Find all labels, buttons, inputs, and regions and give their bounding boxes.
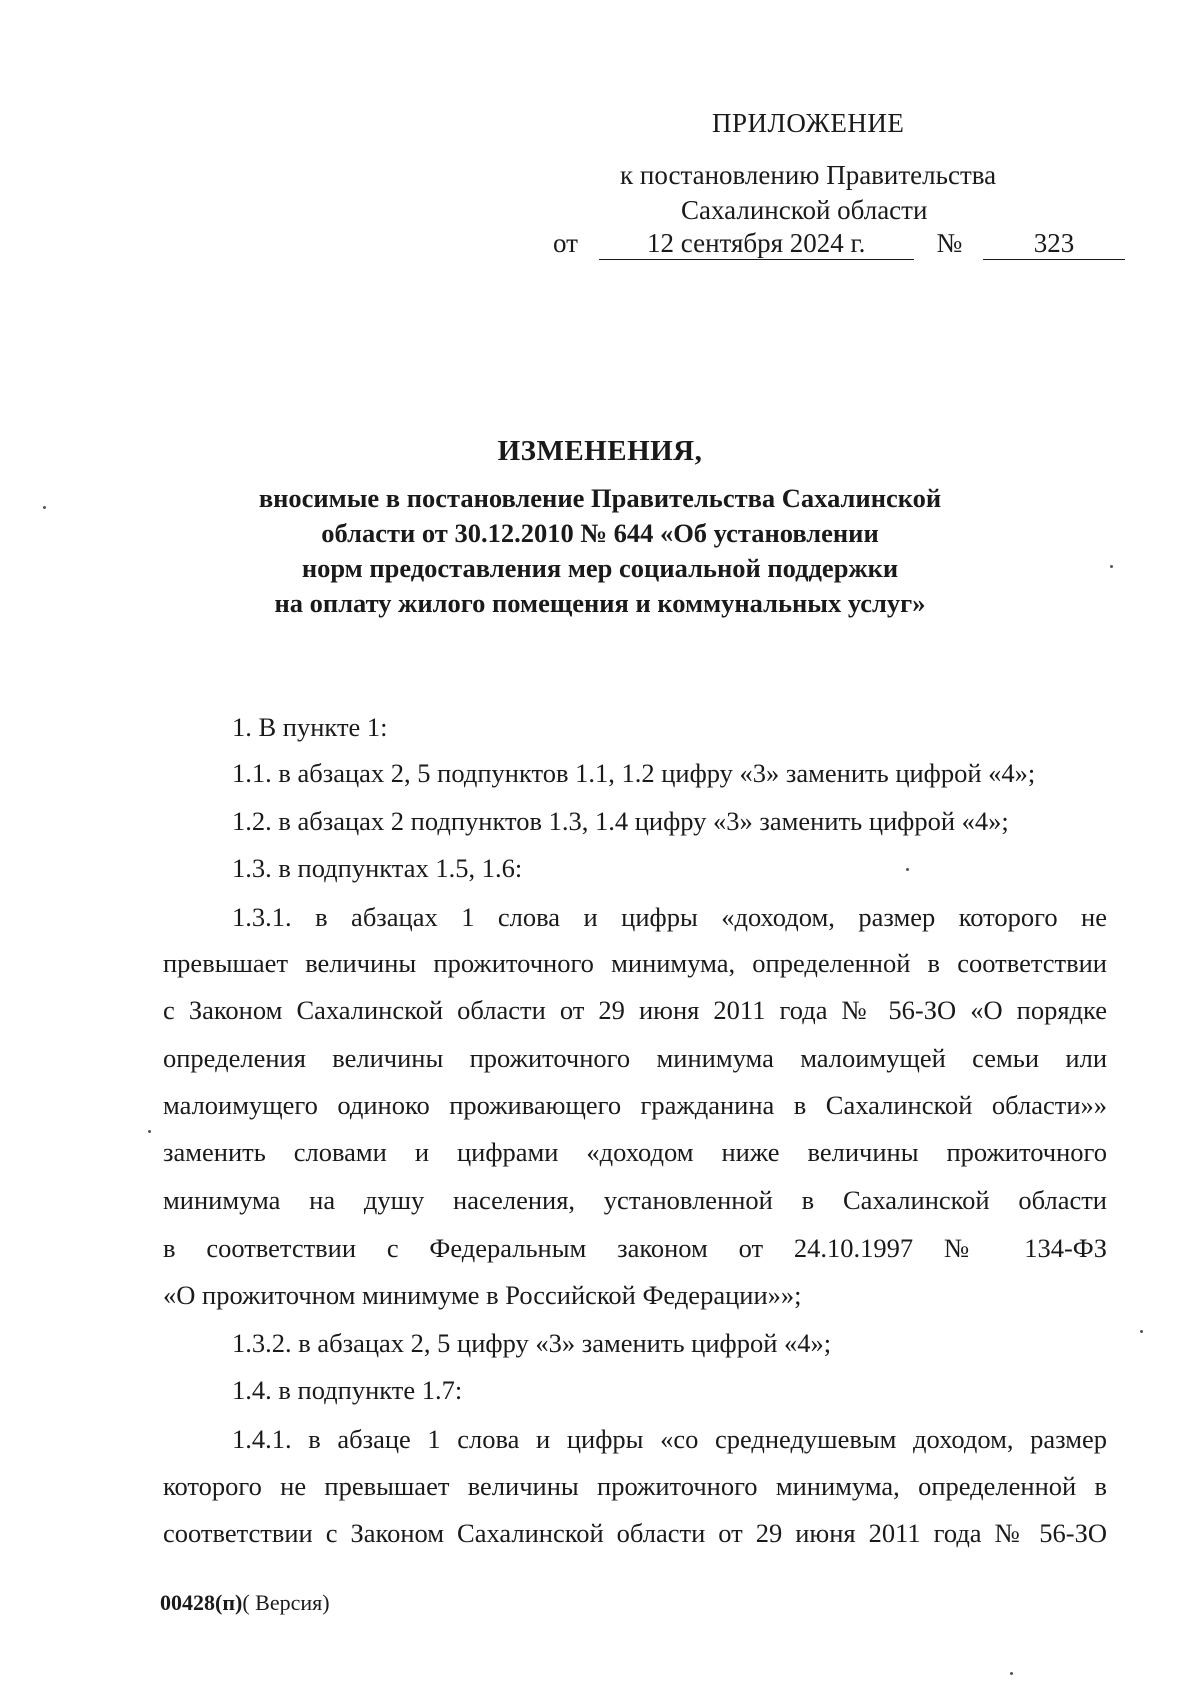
paragraph-1-2: 1.2. в абзацах 2 подпунктов 1.3, 1.4 цифру «3» заменить цифрой «4»;: [232, 806, 1009, 836]
paragraph-1-3-1-line-7: минимума на душу населения, установленной в Сахалинской области: [163, 1185, 1107, 1215]
paragraph-1-3-1-line-2: превышает величины прожиточного минимума, определенной в соответствии: [163, 948, 1107, 978]
subtitle-line-3: норм предоставления мер социальной поддержки: [301, 553, 899, 583]
paragraph-1-3: 1.3. в подпунктах 1.5, 1.6:: [232, 853, 523, 883]
paragraph-1-4-1-line-3: соответствии с Законом Сахалинской области от 29 июня 2011 года № 56-ЗО: [163, 1518, 1107, 1548]
scan-speck: [43, 506, 46, 509]
subtitle-line-2: области от 30.12.2010 № 644 «Об установлении: [321, 518, 879, 548]
scan-speck: [148, 1130, 151, 1133]
paragraph-1-3-1-line-3: с Законом Сахалинской области от 29 июня 2011 года № 56-ЗО «О порядке: [163, 995, 1107, 1025]
appendix-date-line: [553, 228, 1125, 260]
paragraph-1-3-2: 1.3.2. в абзацах 2, 5 цифру «3» заменить цифрой «4»;: [232, 1328, 832, 1358]
document-number: 323: [983, 228, 1125, 260]
scan-speck: [1110, 565, 1113, 568]
paragraph-1-3-1-line-9: «О прожиточном минимуме в Российской Федерации»»;: [163, 1280, 802, 1310]
paragraph-1-3-1-line-4: определения величины прожиточного минимума малоимущей семьи или: [163, 1043, 1107, 1073]
subtitle-line-1: вносимые в постановление Правительства Сахалинской: [258, 483, 942, 513]
scan-speck: [1140, 1330, 1143, 1333]
paragraph-1-3-1-line-1: 1.3.1. в абзацах 1 слова и цифры «доходом, размер которого не: [232, 902, 1107, 932]
number-label: №: [936, 228, 963, 258]
scan-speck: [906, 868, 909, 871]
from-label: от: [553, 228, 578, 258]
document-date: 12 сентября 2024 г.: [599, 228, 914, 260]
paragraph-1-1: 1.1. в абзацах 2, 5 подпунктов 1.1, 1.2 цифру «3» заменить цифрой «4»;: [232, 758, 1036, 788]
document-title: ИЗМЕНЕНИЯ,: [497, 435, 703, 467]
footer-code: 00428(п): [160, 1590, 243, 1615]
appendix-line-2: Сахалинской области: [681, 195, 928, 225]
appendix-title: ПРИЛОЖЕНИЕ: [712, 108, 905, 138]
paragraph-1-3-1-line-5: малоимущего одиноко проживающего гражданина в Сахалинской области»»: [163, 1090, 1107, 1120]
scan-speck: [1010, 1672, 1013, 1675]
paragraph-1-3-1-line-6: заменить словами и цифрами «доходом ниже величины прожиточного: [163, 1137, 1107, 1167]
paragraph-1-4-1-line-1: 1.4.1. в абзаце 1 слова и цифры «со среднедушевым доходом, размер: [232, 1424, 1107, 1454]
paragraph-1-4: 1.4. в подпункте 1.7:: [232, 1375, 463, 1405]
document-footer-code: [160, 1590, 330, 1616]
subtitle-line-4: на оплату жилого помещения и коммунальных услуг»: [274, 588, 926, 618]
appendix-line-1: к постановлению Правительства: [620, 160, 997, 190]
paragraph-1-4-1-line-2: которого не превышает величины прожиточного минимума, определенной в: [163, 1471, 1107, 1501]
paragraph-1-3-1-line-8: в соответствии с Федеральным законом от 24.10.1997 № 134-ФЗ: [163, 1233, 1107, 1263]
paragraph-1: 1. В пункте 1:: [232, 712, 388, 742]
footer-version: ( Версия): [242, 1590, 330, 1615]
